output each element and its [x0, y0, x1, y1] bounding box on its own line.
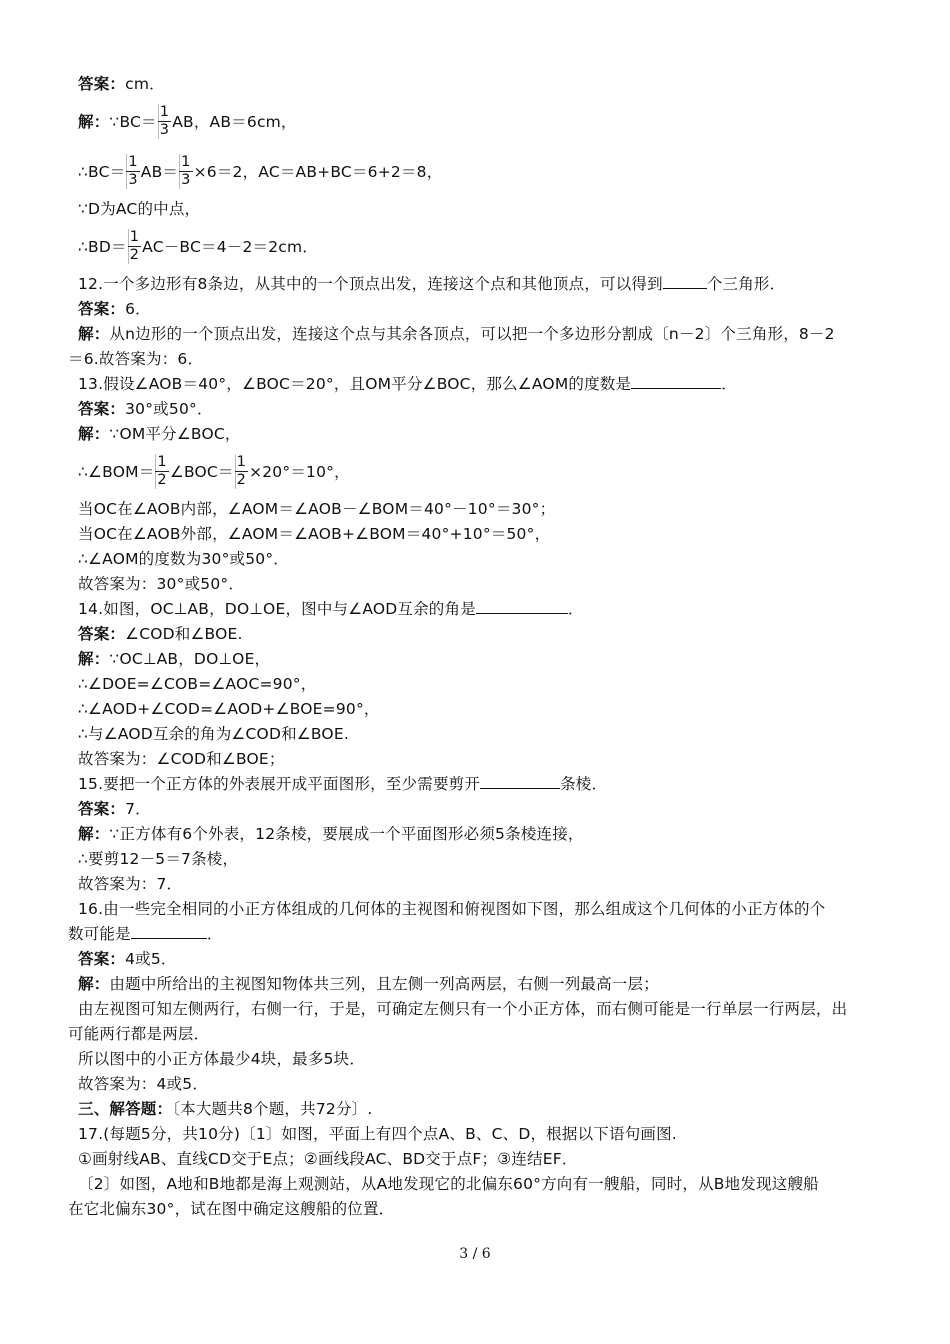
solution-15-line-1: 解：∵正方体有6个外表，12条棱，要展成一个平面图形必须5条棱连接， [78, 825, 584, 843]
solution-14-line-2: ∴∠DOE=∠COB=∠AOC=90°， [78, 675, 317, 693]
fraction-one-half: $\frac{1}{2}$ [236, 454, 247, 488]
question-17-line-2: ①画射线AB、直线CD交于E点；②画线段AC、BD交于点F；③连结EF． [78, 1150, 578, 1168]
answer-blank [480, 773, 560, 789]
solution-16-line-2: 由左视图可知左侧两行，右侧一行，于是，可确定左侧只有一个小正方体，而右侧可能是一行单层一行两层，出 [78, 1000, 848, 1018]
answer-blank [476, 598, 568, 614]
solution-13-line-4: 当OC在∠AOB外部，∠AOM＝∠AOB+∠BOM＝40°+10°＝50°， [78, 525, 551, 543]
question-17-line-4: 在它北偏东30°，试在图中确定这艘船的位置． [68, 1200, 395, 1218]
solution-13-line-1: 解：∵OM平分∠BOC， [78, 425, 241, 443]
answer-blank [131, 923, 207, 939]
fraction-one-half: $\frac{1}{2}$ [157, 454, 167, 488]
answer-blank [631, 373, 721, 389]
solution-13-line-2: ∴∠BOM＝ $\frac{1}{2}$ ∠BOC＝ $\frac{1}{2}$ ×20°＝10°， [78, 454, 350, 488]
answer-16: 答案：4或5． [78, 950, 177, 968]
question-16-line-1: 16.由一些完全相同的小正方体组成的几何体的主视图和俯视图如下图，那么组成这个几何体的小正方体的个 [78, 900, 826, 918]
solution-11-line-4: ∴BD＝ $\frac{1}{2}$ AC－BC＝4－2＝2cm． [78, 229, 319, 263]
answer-13: 答案：30°或50°． [78, 400, 213, 418]
answer-12: 答案：6． [78, 300, 151, 318]
solution-12-line-1: 解：从n边形的一个顶点出发，连接这个点与其余各顶点，可以把一个多边形分割成〔n－2〕个三角形，8－2 [78, 325, 835, 343]
solution-14-line-5: 故答案为：∠COD和∠BOE； [78, 750, 285, 768]
answer-14: 答案：∠COD和∠BOE. [78, 625, 243, 643]
question-17-line-3: 〔2〕如图，A地和B地都是海上观测站，从A地发现它的北偏东60°方向有一艘船，同时，从B地发现这艘船 [78, 1175, 819, 1193]
section-heading: 三、解答题：〔本大题共8个题，共72分〕. [78, 1100, 373, 1118]
answer-blank [663, 273, 707, 289]
page-number: 3 / 6 [459, 1246, 491, 1262]
question-17-line-1: 17.(每题5分，共10分)〔1〕如图，平面上有四个点A、B、C、D，根据以下语句画图. [78, 1125, 677, 1143]
solution-16-line-3: 可能两行都是两层． [68, 1025, 210, 1043]
answer-11: 答案：cm． [78, 75, 165, 93]
fraction-one-third: $\frac{1}{3}$ [128, 154, 138, 188]
solution-11-line-2: ∴BC＝ $\frac{1}{3}$ AB＝ $\frac{1}{3}$ ×6＝2，AC＝AB+BC＝6+2＝8， [78, 154, 443, 188]
solution-16-line-1: 解：由题中所给出的主视图知物体共三列，且左侧一列高两层，右侧一列最高一层； [78, 975, 659, 993]
question-13: 13.假设∠AOB＝40°，∠BOC＝20°，且OM平分∠BOC，那么∠AOM的度数是 ． [78, 375, 737, 393]
solution-13-line-5: ∴∠AOM的度数为30°或50°． [78, 550, 290, 568]
solution-11-line-3: ∵D为AC的中点， [78, 200, 201, 218]
fraction-one-third: $\frac{1}{3}$ [159, 104, 170, 138]
question-12: 12.一个多边形有8条边，从其中的一个顶点出发，连接这个点和其他顶点，可以得到 个三角形． [78, 275, 786, 293]
solution-14-line-3: ∴∠AOD+∠COD=∠AOD+∠BOE=90°， [78, 700, 380, 718]
solution-16-line-5: 故答案为：4或5． [78, 1075, 209, 1093]
fraction-one-half: $\frac{1}{2}$ [129, 229, 140, 263]
question-15: 15.要把一个正方体的外表展开成平面图形，至少需要剪开 条棱． [78, 775, 608, 793]
fraction-one-third: $\frac{1}{3}$ [181, 154, 191, 188]
solution-16-line-4: 所以图中的小正方体最少4块，最多5块． [78, 1050, 366, 1068]
solution-15-line-2: ∴要剪12－5＝7条棱， [78, 850, 239, 868]
answer-15: 答案：7． [78, 800, 151, 818]
solution-14-line-4: ∴与∠AOD互余的角为∠COD和∠BOE. [78, 725, 349, 743]
solution-15-line-3: 故答案为：7． [78, 875, 183, 893]
question-14: 14.如图，OC⊥AB，DO⊥OE，图中与∠AOD互余的角是 ． [78, 600, 584, 618]
solution-12-line-2: ＝6.故答案为：6． [68, 350, 204, 368]
question-16-line-2: 数可能是 ． [68, 925, 223, 943]
solution-13-line-3: 当OC在∠AOB内部，∠AOM＝∠AOB－∠BOM＝40°－10°＝30°； [78, 500, 556, 518]
solution-11-line-1: 解：∵BC＝ $\frac{1}{3}$ AB，AB＝6cm， [78, 104, 297, 138]
solution-13-line-6: 故答案为：30°或50°． [78, 575, 245, 593]
solution-14-line-1: 解：∵OC⊥AB，DO⊥OE， [78, 650, 271, 668]
